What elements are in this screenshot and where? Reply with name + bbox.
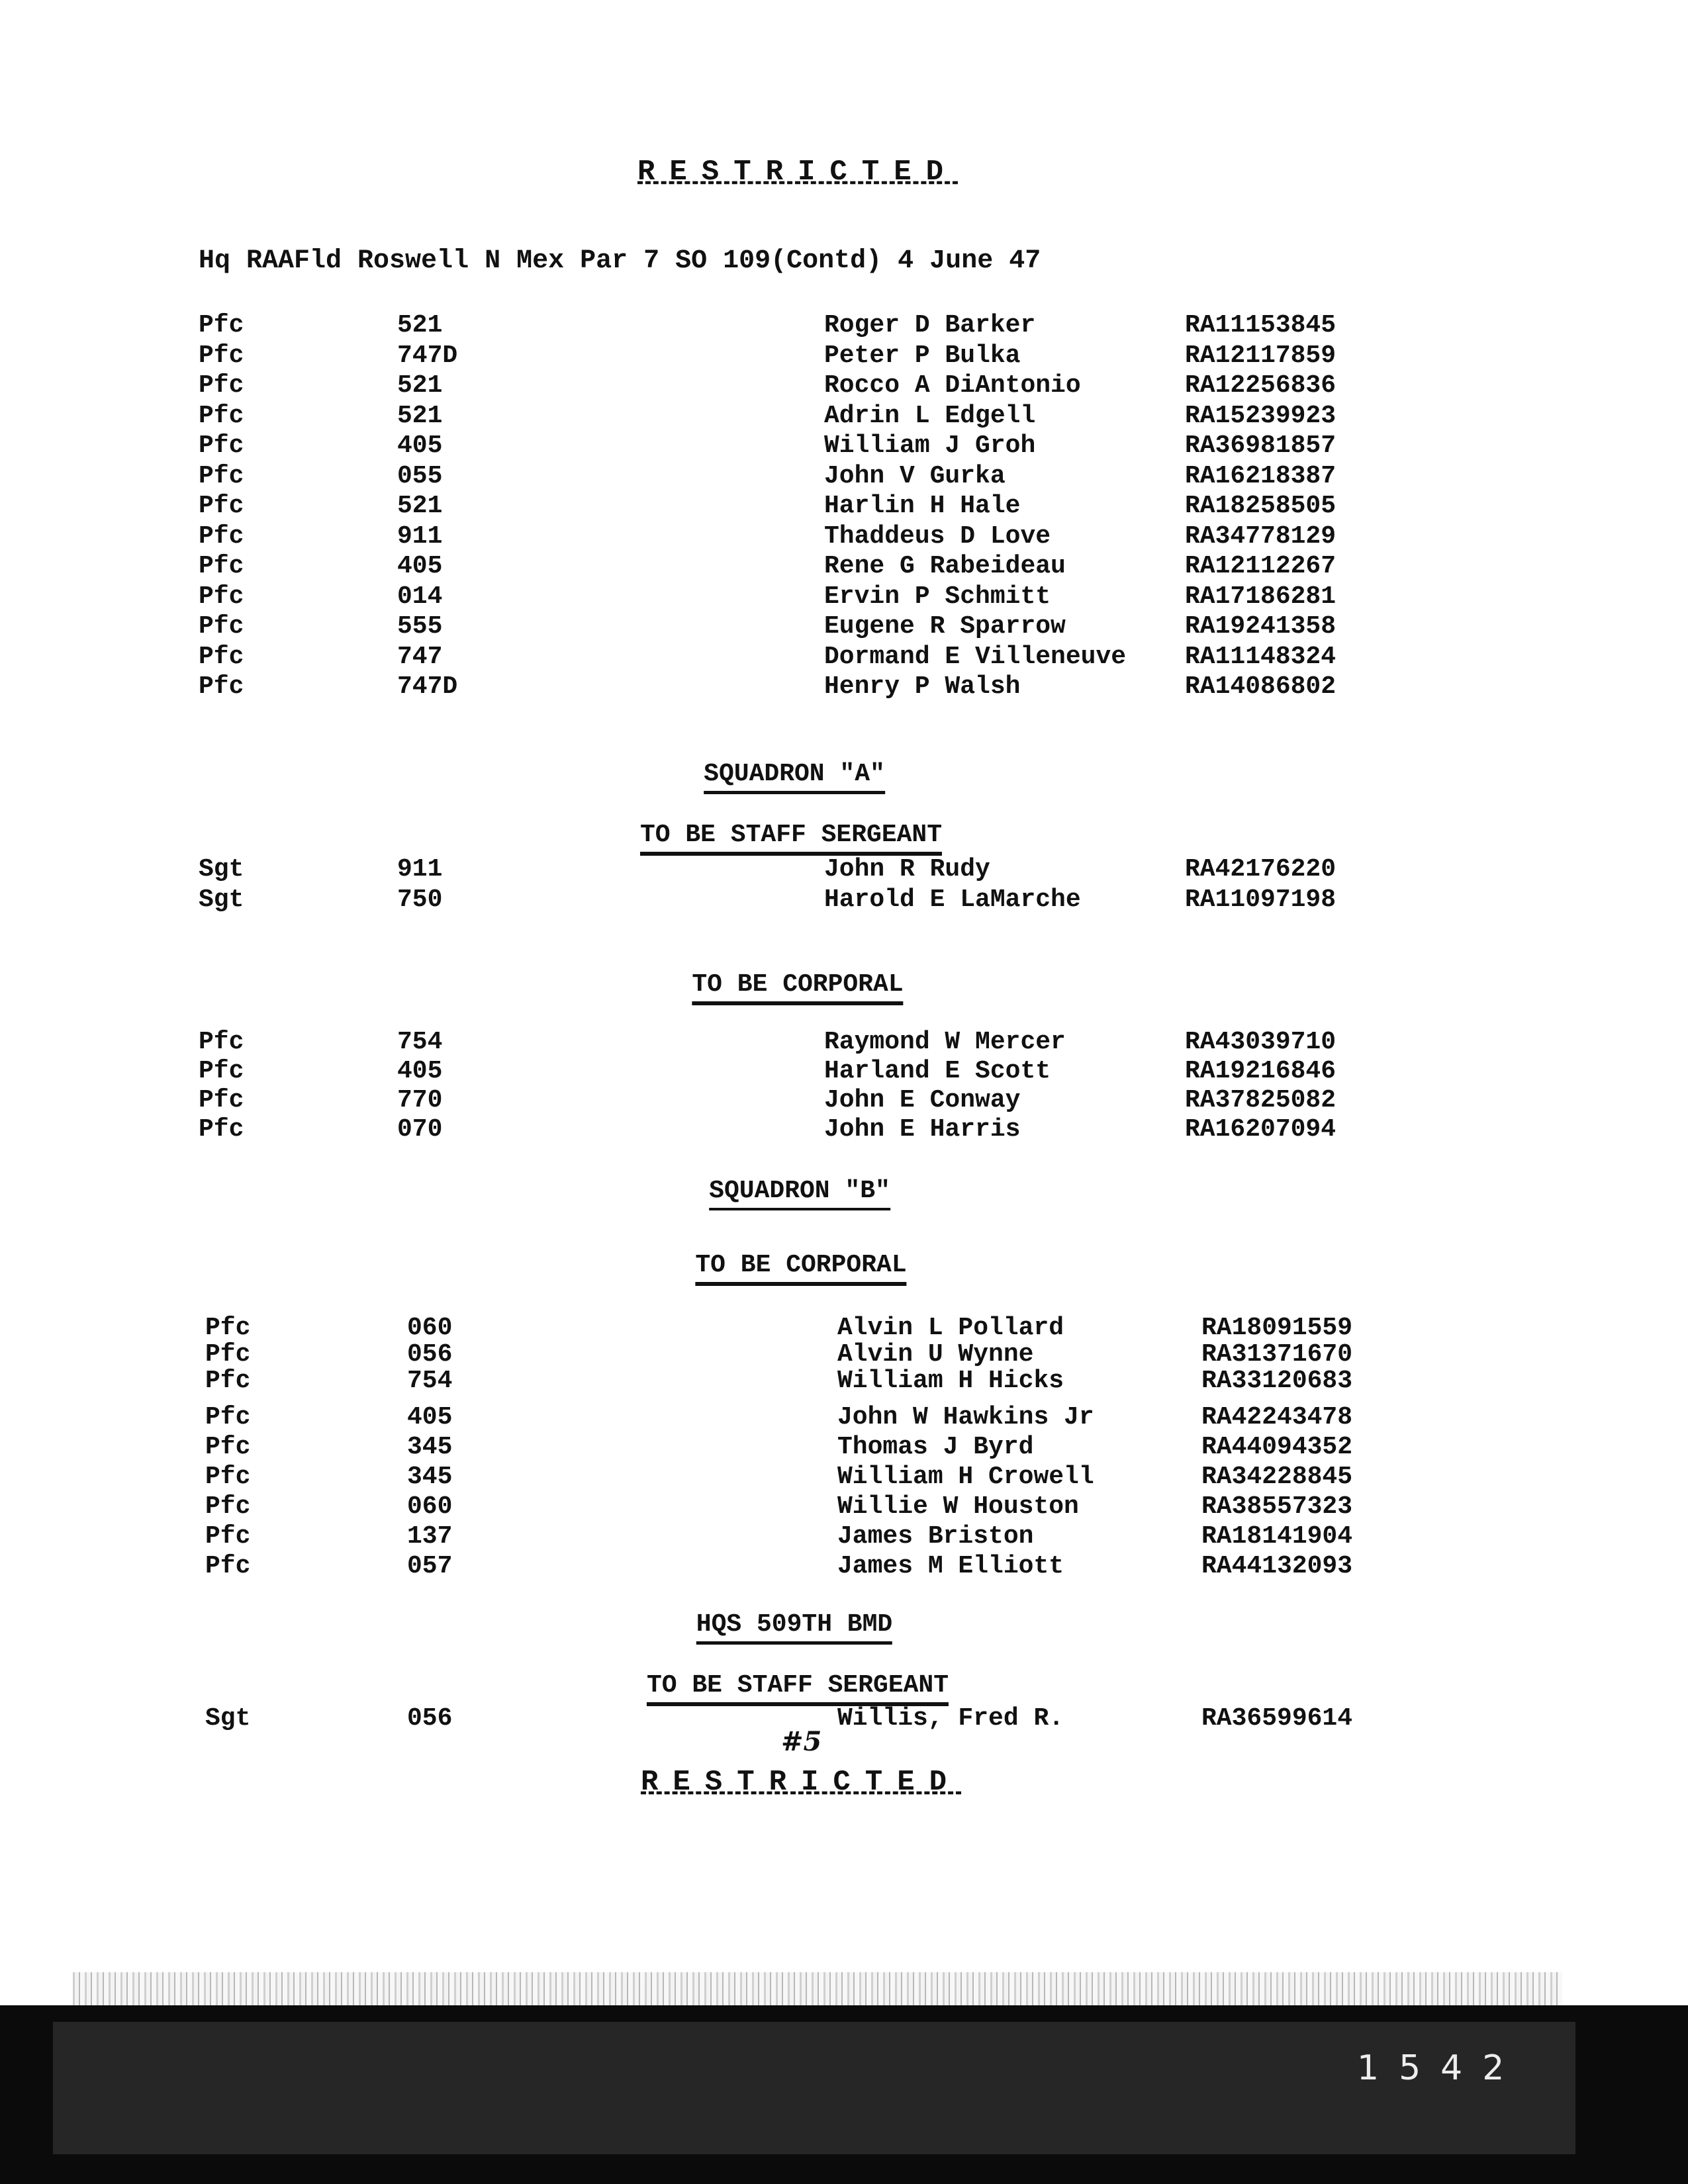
name-cell: Adrin L Edgell xyxy=(824,401,1036,430)
hqs-staff-sergeant-heading: TO BE STAFF SERGEANT xyxy=(647,1671,949,1706)
personnel-row xyxy=(0,552,1688,582)
rank-cell: Pfc xyxy=(205,1367,251,1395)
personnel-row xyxy=(0,492,1688,522)
mos-cell: 747D xyxy=(397,341,458,370)
serial-cell: RA19241358 xyxy=(1185,612,1336,641)
name-cell: Harland E Scott xyxy=(824,1057,1051,1085)
rank-cell: Pfc xyxy=(205,1492,251,1521)
rank-cell: Pfc xyxy=(199,1086,244,1115)
serial-cell: RA12256836 xyxy=(1185,371,1336,400)
serial-cell: RA44094352 xyxy=(1201,1433,1353,1461)
personnel-row xyxy=(0,341,1688,372)
mos-cell: 405 xyxy=(397,552,443,580)
personnel-row xyxy=(0,855,1688,886)
rank-cell: Pfc xyxy=(199,642,244,671)
name-cell: Alvin L Pollard xyxy=(837,1314,1064,1342)
personnel-row xyxy=(0,1115,1688,1146)
name-cell: John E Conway xyxy=(824,1086,1021,1115)
personnel-row xyxy=(0,1492,1688,1523)
squadron-a-corporal-heading: TO BE CORPORAL xyxy=(692,970,903,1005)
rank-cell: Pfc xyxy=(199,552,244,580)
name-cell: William J Groh xyxy=(824,432,1036,460)
page-mark: #5 xyxy=(781,1726,822,1757)
serial-cell: RA42243478 xyxy=(1201,1403,1353,1432)
rank-cell: Pfc xyxy=(205,1340,251,1369)
name-cell: Alvin U Wynne xyxy=(837,1340,1034,1369)
order-header: Hq RAAFld Roswell N Mex Par 7 SO 109(Contd) 4 June 47 xyxy=(199,246,1041,276)
mos-cell: 405 xyxy=(397,432,443,460)
rank-cell: Pfc xyxy=(205,1433,251,1461)
mos-cell: 405 xyxy=(407,1403,453,1432)
personnel-row xyxy=(0,1463,1688,1493)
name-cell: James M Elliott xyxy=(837,1552,1064,1580)
personnel-row xyxy=(0,432,1688,462)
mos-cell: 055 xyxy=(397,461,443,490)
mos-cell: 070 xyxy=(397,1115,443,1144)
serial-cell: RA15239923 xyxy=(1185,401,1336,430)
personnel-row xyxy=(0,886,1688,916)
name-cell: James Briston xyxy=(837,1522,1034,1551)
hqs-heading: HQS 509TH BMD xyxy=(696,1610,892,1645)
mos-cell: 056 xyxy=(407,1704,453,1733)
mos-cell: 405 xyxy=(397,1057,443,1085)
name-cell: Raymond W Mercer xyxy=(824,1028,1066,1056)
name-cell: Eugene R Sparrow xyxy=(824,612,1066,641)
serial-cell: RA12117859 xyxy=(1185,341,1336,370)
name-cell: Roger D Barker xyxy=(824,311,1036,340)
rank-cell: Pfc xyxy=(205,1552,251,1580)
rank-cell: Pfc xyxy=(205,1403,251,1432)
classification-bottom: RESTRICTED xyxy=(640,1766,962,1799)
mos-cell: 345 xyxy=(407,1463,453,1491)
rank-cell: Pfc xyxy=(205,1463,251,1491)
rank-cell: Pfc xyxy=(199,461,244,490)
rank-cell: Sgt xyxy=(199,886,244,914)
name-cell: Dormand E Villeneuve xyxy=(824,642,1127,671)
rank-cell: Pfc xyxy=(199,341,244,370)
name-cell: William H Hicks xyxy=(837,1367,1064,1395)
name-cell: Henry P Walsh xyxy=(824,672,1021,701)
serial-cell: RA43039710 xyxy=(1185,1028,1336,1056)
mos-cell: 911 xyxy=(397,522,443,551)
mos-cell: 521 xyxy=(397,401,443,430)
mos-cell: 521 xyxy=(397,492,443,520)
name-cell: John R Rudy xyxy=(824,855,990,884)
mos-cell: 911 xyxy=(397,855,443,884)
mos-cell: 014 xyxy=(397,582,443,611)
serial-cell: RA18091559 xyxy=(1201,1314,1353,1342)
name-cell: Rocco A DiAntonio xyxy=(824,371,1081,400)
personnel-row xyxy=(0,672,1688,703)
serial-cell: RA12112267 xyxy=(1185,552,1336,580)
mos-cell: 345 xyxy=(407,1433,453,1461)
mos-cell: 137 xyxy=(407,1522,453,1551)
personnel-row xyxy=(0,1057,1688,1087)
personnel-row xyxy=(0,643,1688,673)
rank-cell: Pfc xyxy=(199,672,244,701)
name-cell: Rene G Rabeideau xyxy=(824,552,1066,580)
mos-cell: 555 xyxy=(397,612,443,641)
rank-cell: Pfc xyxy=(199,432,244,460)
serial-cell: RA38557323 xyxy=(1201,1492,1353,1521)
rank-cell: Pfc xyxy=(199,492,244,520)
serial-cell: RA34778129 xyxy=(1185,522,1336,551)
personnel-row xyxy=(0,1367,1688,1397)
mos-cell: 521 xyxy=(397,311,443,340)
classification-top: RESTRICTED xyxy=(637,156,959,189)
name-cell: Harlin H Hale xyxy=(824,492,1021,520)
squadron-b-corporal-heading: TO BE CORPORAL xyxy=(695,1251,906,1286)
serial-cell: RA36981857 xyxy=(1185,432,1336,460)
rank-cell: Sgt xyxy=(205,1704,251,1733)
name-cell: Thomas J Byrd xyxy=(837,1433,1034,1461)
personnel-row xyxy=(0,402,1688,432)
frame-number: 1542 xyxy=(1357,2048,1524,2088)
rank-cell: Pfc xyxy=(199,1115,244,1144)
personnel-row xyxy=(0,612,1688,643)
name-cell: John V Gurka xyxy=(824,461,1006,490)
personnel-row xyxy=(0,462,1688,492)
serial-cell: RA11153845 xyxy=(1185,311,1336,340)
serial-cell: RA11148324 xyxy=(1185,642,1336,671)
personnel-row xyxy=(0,522,1688,553)
mos-cell: 056 xyxy=(407,1340,453,1369)
serial-cell: RA42176220 xyxy=(1185,855,1336,884)
serial-cell: RA16218387 xyxy=(1185,461,1336,490)
mos-cell: 747 xyxy=(397,642,443,671)
name-cell: Harold E LaMarche xyxy=(824,886,1081,914)
serial-cell: RA16207094 xyxy=(1185,1115,1336,1144)
name-cell: Ervin P Schmitt xyxy=(824,582,1051,611)
mos-cell: 060 xyxy=(407,1314,453,1342)
rank-cell: Pfc xyxy=(199,1057,244,1085)
mos-cell: 521 xyxy=(397,371,443,400)
mos-cell: 754 xyxy=(407,1367,453,1395)
rank-cell: Pfc xyxy=(199,1028,244,1056)
serial-cell: RA17186281 xyxy=(1185,582,1336,611)
rank-cell: Pfc xyxy=(205,1314,251,1342)
mos-cell: 060 xyxy=(407,1492,453,1521)
rank-cell: Pfc xyxy=(199,522,244,551)
personnel-row xyxy=(0,1403,1688,1433)
personnel-row xyxy=(0,1433,1688,1463)
personnel-row xyxy=(0,1704,1688,1735)
serial-cell: RA18258505 xyxy=(1185,492,1336,520)
serial-cell: RA19216846 xyxy=(1185,1057,1336,1085)
personnel-row xyxy=(0,1086,1688,1116)
serial-cell: RA14086802 xyxy=(1185,672,1336,701)
name-cell: Willis, Fred R. xyxy=(837,1704,1064,1733)
squadron-b-heading: SQUADRON "B" xyxy=(709,1177,890,1210)
name-cell: John W Hawkins Jr xyxy=(837,1403,1094,1432)
name-cell: John E Harris xyxy=(824,1115,1021,1144)
personnel-row xyxy=(0,1028,1688,1058)
rank-cell: Pfc xyxy=(199,612,244,641)
rank-cell: Sgt xyxy=(199,855,244,884)
serial-cell: RA34228845 xyxy=(1201,1463,1353,1491)
personnel-row xyxy=(0,311,1688,341)
name-cell: Thaddeus D Love xyxy=(824,522,1051,551)
film-border-inner xyxy=(53,2022,1575,2154)
rank-cell: Pfc xyxy=(199,311,244,340)
personnel-row xyxy=(0,1552,1688,1582)
rank-cell: Pfc xyxy=(205,1522,251,1551)
rank-cell: Pfc xyxy=(199,401,244,430)
name-cell: Peter P Bulka xyxy=(824,341,1021,370)
mos-cell: 057 xyxy=(407,1552,453,1580)
serial-cell: RA37825082 xyxy=(1185,1086,1336,1115)
mos-cell: 750 xyxy=(397,886,443,914)
personnel-row xyxy=(0,582,1688,613)
serial-cell: RA44132093 xyxy=(1201,1552,1353,1580)
serial-cell: RA11097198 xyxy=(1185,886,1336,914)
personnel-row xyxy=(0,371,1688,402)
rank-cell: Pfc xyxy=(199,371,244,400)
serial-cell: RA33120683 xyxy=(1201,1367,1353,1395)
rank-cell: Pfc xyxy=(199,582,244,611)
mos-cell: 747D xyxy=(397,672,458,701)
mos-cell: 770 xyxy=(397,1086,443,1115)
squadron-a-staff-sergeant-heading: TO BE STAFF SERGEANT xyxy=(640,821,942,856)
personnel-row xyxy=(0,1522,1688,1553)
squadron-a-heading: SQUADRON "A" xyxy=(704,760,885,794)
name-cell: Willie W Houston xyxy=(837,1492,1079,1521)
mos-cell: 754 xyxy=(397,1028,443,1056)
serial-cell: RA18141904 xyxy=(1201,1522,1353,1551)
serial-cell: RA36599614 xyxy=(1201,1704,1353,1733)
name-cell: William H Crowell xyxy=(837,1463,1094,1491)
serial-cell: RA31371670 xyxy=(1201,1340,1353,1369)
